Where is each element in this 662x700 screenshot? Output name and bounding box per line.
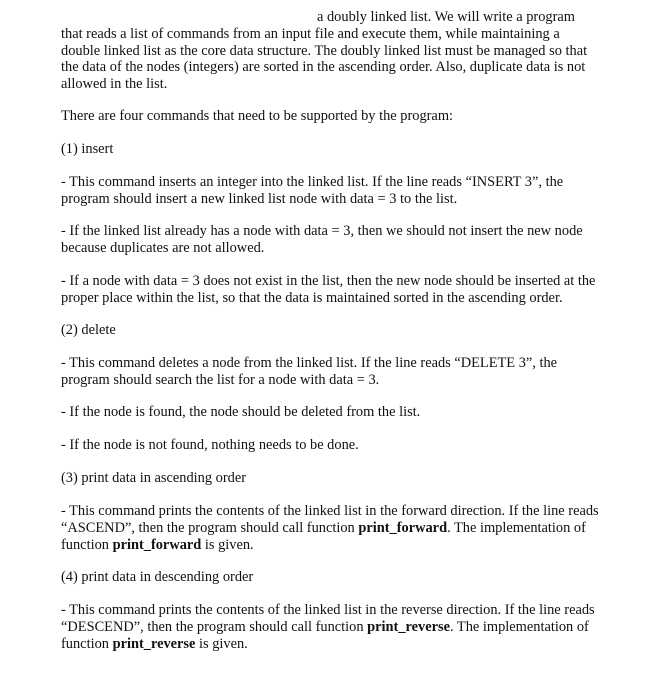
delete-paragraph-1 <box>61 355 621 389</box>
ascend-line: - This command prints the contents of the linked list in the forward direction. If the line reads <box>61 503 599 519</box>
insert-paragraph-1 <box>61 174 621 208</box>
descend-heading <box>61 569 621 586</box>
intro-paragraph <box>61 9 621 93</box>
descend-text: is given. <box>195 635 248 652</box>
descend-line: - This command prints the contents of the linked list in the reverse direction. If the line reads <box>61 602 595 618</box>
insert-paragraph-3 <box>61 273 621 307</box>
insert-p2-line: - If the linked list already has a node with data = 3, then we should not insert the new node <box>61 223 583 239</box>
commands-intro <box>61 108 621 125</box>
function-name: print_forward <box>358 519 448 536</box>
ascend-paragraph <box>61 503 621 553</box>
descend-text: “DESCEND”, then the program should call function <box>61 618 368 635</box>
descend-line <box>61 619 621 636</box>
intro-line: double linked list as the core data structure. The doubly linked list must be managed so that <box>61 42 588 59</box>
delete-heading <box>61 322 621 339</box>
descend-line <box>61 636 621 653</box>
intro-line: allowed in the list. <box>61 76 168 93</box>
delete-paragraph-2 <box>61 404 621 421</box>
insert-heading-text: (1) insert <box>61 141 114 157</box>
insert-p1-line: program should insert a new linked list node with data = 3 to the list. <box>61 190 458 207</box>
insert-p3-line: proper place within the list, so that the data is maintained sorted in the ascending order. <box>61 289 563 306</box>
descend-text: function <box>61 635 113 652</box>
ascend-heading-text: (3) print data in ascending order <box>61 470 247 486</box>
ascend-heading <box>61 470 621 487</box>
ascend-line <box>61 537 621 554</box>
delete-p1-line: - This command deletes a node from the linked list. If the line reads “DELETE 3”, the <box>61 355 558 371</box>
insert-heading <box>61 141 621 158</box>
insert-p2-line: because duplicates are not allowed. <box>61 239 265 256</box>
function-name: print_reverse <box>112 635 196 652</box>
commands-intro-text: There are four commands that need to be supported by the program: <box>61 108 454 124</box>
ascend-text: function <box>61 536 113 553</box>
ascend-text: “ASCEND”, then the program should call function <box>61 519 359 536</box>
insert-p3-line: - If a node with data = 3 does not exist in the list, then the new node should be inserted at the <box>61 273 596 289</box>
function-name: print_reverse <box>367 618 450 635</box>
delete-p3-text: - If the node is not found, nothing needs to be done. <box>61 437 359 453</box>
ascend-line <box>61 520 621 537</box>
insert-p1-line: - This command inserts an integer into the linked list. If the line reads “INSERT 3”, the <box>61 174 564 190</box>
ascend-text: is given. <box>201 536 254 553</box>
descend-heading-text: (4) print data in descending order <box>61 569 254 585</box>
delete-p2-text: - If the node is found, the node should be deleted from the list. <box>61 404 421 420</box>
delete-p1-line: program should search the list for a node with data = 3. <box>61 371 380 388</box>
ascend-text: . The implementation of <box>447 519 586 536</box>
intro-line: that reads a list of commands from an input file and execute them, while maintaining a <box>61 25 560 42</box>
intro-line: a doubly linked list. We will write a program <box>317 9 575 25</box>
function-name: print_forward <box>112 536 202 553</box>
descend-text: . The implementation of <box>450 618 589 635</box>
delete-paragraph-3 <box>61 437 621 454</box>
descend-paragraph <box>61 602 621 652</box>
intro-line: the data of the nodes (integers) are sorted in the ascending order. Also, duplicate data is not <box>61 59 586 76</box>
insert-paragraph-2 <box>61 223 621 257</box>
delete-heading-text: (2) delete <box>61 322 116 338</box>
